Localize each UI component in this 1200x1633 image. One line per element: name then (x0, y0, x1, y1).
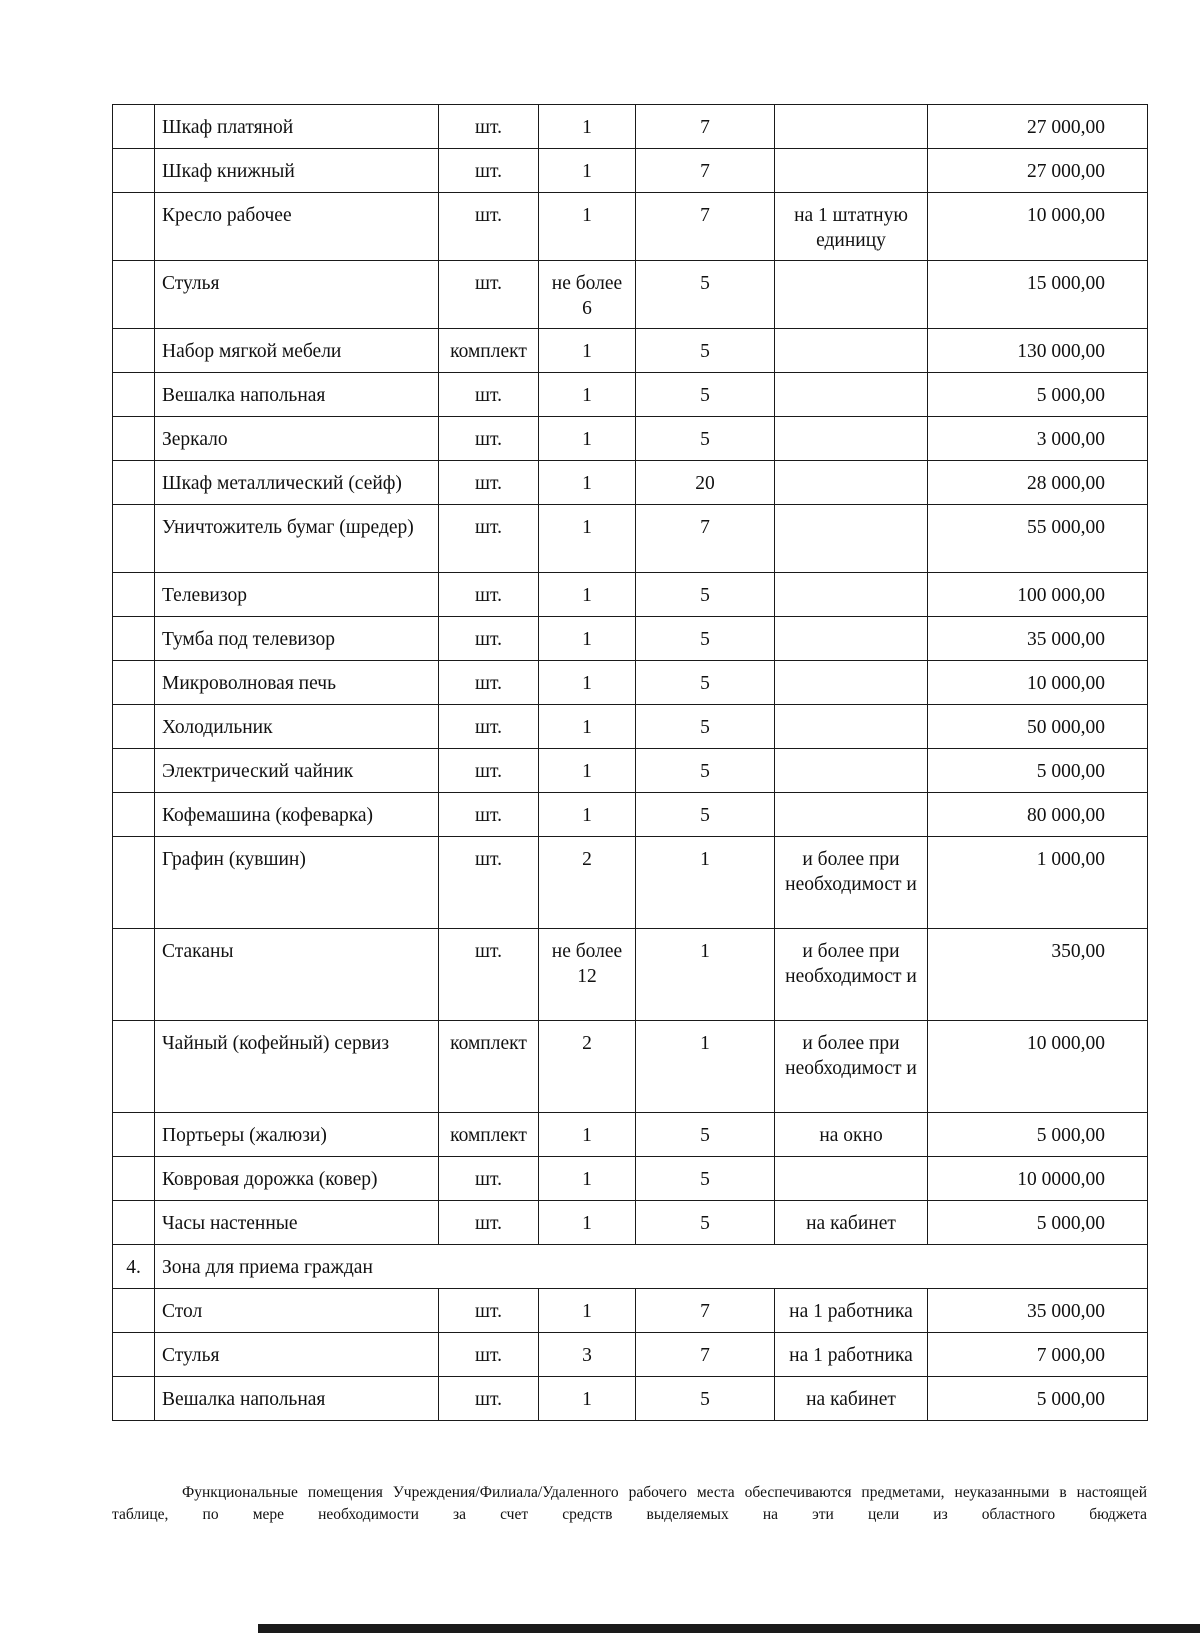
cell-note: и более при необходимост и (775, 837, 928, 929)
cell-item-name: Портьеры (жалюзи) (155, 1113, 439, 1157)
cell-item-name: Микроволновая печь (155, 661, 439, 705)
cell-note (775, 261, 928, 329)
cell-note (775, 373, 928, 417)
cell-unit: шт. (439, 149, 539, 193)
cell-number (113, 105, 155, 149)
cell-price: 15 000,00 (928, 261, 1148, 329)
cell-unit: шт. (439, 505, 539, 573)
cell-quantity: 1 (539, 417, 636, 461)
cell-item-name: Вешалка напольная (155, 1377, 439, 1421)
table-row (113, 837, 1148, 929)
cell-price: 10 000,00 (928, 193, 1148, 261)
cell-quantity: 1 (539, 617, 636, 661)
cell-quantity: 1 (539, 149, 636, 193)
table-row (113, 573, 1148, 617)
cell-number (113, 573, 155, 617)
cell-note: и более при необходимост и (775, 1021, 928, 1113)
cell-unit: шт. (439, 793, 539, 837)
cell-price: 10 000,00 (928, 1021, 1148, 1113)
cell-quantity: 2 (539, 837, 636, 929)
table-row (113, 329, 1148, 373)
cell-note (775, 149, 928, 193)
table-row (113, 793, 1148, 837)
cell-price: 5 000,00 (928, 1201, 1148, 1245)
cell-service-life: 5 (636, 1377, 775, 1421)
cell-number (113, 1201, 155, 1245)
cell-price: 100 000,00 (928, 573, 1148, 617)
cell-number (113, 261, 155, 329)
cell-service-life: 5 (636, 1157, 775, 1201)
cell-quantity: 1 (539, 705, 636, 749)
cell-number: 4. (113, 1245, 155, 1289)
cell-number (113, 793, 155, 837)
cell-unit: шт. (439, 461, 539, 505)
cell-unit: комплект (439, 329, 539, 373)
cell-service-life: 7 (636, 505, 775, 573)
cell-service-life: 5 (636, 373, 775, 417)
cell-note: на 1 работника (775, 1289, 928, 1333)
cell-number (113, 149, 155, 193)
cell-number (113, 1021, 155, 1113)
cell-number (113, 749, 155, 793)
table-row (113, 149, 1148, 193)
cell-number (113, 505, 155, 573)
cell-price: 35 000,00 (928, 1289, 1148, 1333)
table-row (113, 1333, 1148, 1377)
cell-price: 80 000,00 (928, 793, 1148, 837)
cell-unit: шт. (439, 261, 539, 329)
cell-service-life: 5 (636, 793, 775, 837)
cell-number (113, 1333, 155, 1377)
cell-item-name: Тумба под телевизор (155, 617, 439, 661)
table-row (113, 1021, 1148, 1113)
cell-item-name: Стаканы (155, 929, 439, 1021)
cell-service-life: 5 (636, 1201, 775, 1245)
cell-service-life: 7 (636, 1333, 775, 1377)
cell-service-life: 1 (636, 1021, 775, 1113)
table-row (113, 749, 1148, 793)
cell-unit: шт. (439, 1201, 539, 1245)
scan-bottom-edge (258, 1624, 1200, 1633)
cell-item-name: Кресло рабочее (155, 193, 439, 261)
cell-quantity: 1 (539, 1157, 636, 1201)
cell-item-name: Шкаф платяной (155, 105, 439, 149)
cell-quantity: 2 (539, 1021, 636, 1113)
table-row (113, 1157, 1148, 1201)
cell-item-name: Вешалка напольная (155, 373, 439, 417)
cell-number (113, 417, 155, 461)
cell-price: 350,00 (928, 929, 1148, 1021)
cell-item-name: Уничтожитель бумаг (шредер) (155, 505, 439, 573)
cell-service-life: 5 (636, 261, 775, 329)
table-row (113, 261, 1148, 329)
cell-price: 5 000,00 (928, 749, 1148, 793)
cell-number (113, 1289, 155, 1333)
cell-unit: шт. (439, 749, 539, 793)
cell-price: 1 000,00 (928, 837, 1148, 929)
table-row (113, 193, 1148, 261)
cell-item-name: Холодильник (155, 705, 439, 749)
table-row (113, 105, 1148, 149)
table-row (113, 1377, 1148, 1421)
cell-price: 50 000,00 (928, 705, 1148, 749)
cell-unit: комплект (439, 1113, 539, 1157)
cell-number (113, 1157, 155, 1201)
cell-unit: шт. (439, 1377, 539, 1421)
cell-item-name: Стулья (155, 261, 439, 329)
cell-unit: шт. (439, 193, 539, 261)
cell-price: 28 000,00 (928, 461, 1148, 505)
cell-quantity: 1 (539, 193, 636, 261)
cell-service-life: 5 (636, 705, 775, 749)
cell-quantity: 1 (539, 1377, 636, 1421)
cell-number (113, 461, 155, 505)
cell-number (113, 1377, 155, 1421)
table-row (113, 373, 1148, 417)
cell-number (113, 837, 155, 929)
cell-note (775, 573, 928, 617)
cell-price: 130 000,00 (928, 329, 1148, 373)
cell-unit: шт. (439, 373, 539, 417)
cell-quantity: 1 (539, 505, 636, 573)
cell-note (775, 417, 928, 461)
cell-price: 5 000,00 (928, 373, 1148, 417)
cell-quantity: 1 (539, 793, 636, 837)
cell-unit: шт. (439, 1333, 539, 1377)
cell-item-name: Ковровая дорожка (ковер) (155, 1157, 439, 1201)
cell-item-name: Часы настенные (155, 1201, 439, 1245)
table-row (113, 617, 1148, 661)
cell-price: 5 000,00 (928, 1113, 1148, 1157)
cell-unit: шт. (439, 1157, 539, 1201)
cell-unit: шт. (439, 617, 539, 661)
table-row (113, 929, 1148, 1021)
cell-quantity: 1 (539, 661, 636, 705)
cell-unit: шт. (439, 1289, 539, 1333)
cell-note: на окно (775, 1113, 928, 1157)
cell-item-name: Стулья (155, 1333, 439, 1377)
table-row (113, 661, 1148, 705)
cell-note (775, 749, 928, 793)
cell-number (113, 329, 155, 373)
cell-item-name: Набор мягкой мебели (155, 329, 439, 373)
cell-price: 5 000,00 (928, 1377, 1148, 1421)
cell-number (113, 617, 155, 661)
cell-number (113, 193, 155, 261)
cell-service-life: 5 (636, 329, 775, 373)
cell-note (775, 705, 928, 749)
cell-note: на 1 штатную единицу (775, 193, 928, 261)
section-row (113, 1245, 1148, 1289)
cell-number (113, 705, 155, 749)
table-row (113, 1113, 1148, 1157)
cell-quantity: 3 (539, 1333, 636, 1377)
cell-service-life: 5 (636, 661, 775, 705)
cell-quantity: 1 (539, 749, 636, 793)
furnishing-table (112, 104, 1148, 1421)
table-row (113, 461, 1148, 505)
cell-item-name: Графин (кувшин) (155, 837, 439, 929)
cell-quantity: 1 (539, 1113, 636, 1157)
table-row (113, 417, 1148, 461)
cell-service-life: 5 (636, 1113, 775, 1157)
cell-note (775, 329, 928, 373)
cell-quantity: 1 (539, 461, 636, 505)
cell-price: 27 000,00 (928, 105, 1148, 149)
cell-service-life: 5 (636, 573, 775, 617)
cell-item-name: Стол (155, 1289, 439, 1333)
cell-service-life: 7 (636, 1289, 775, 1333)
cell-note (775, 461, 928, 505)
table-row (113, 1289, 1148, 1333)
cell-unit: шт. (439, 705, 539, 749)
table-row (113, 705, 1148, 749)
cell-service-life: 5 (636, 617, 775, 661)
cell-unit: комплект (439, 1021, 539, 1113)
cell-item-name: Кофемашина (кофеварка) (155, 793, 439, 837)
cell-note (775, 505, 928, 573)
cell-price: 3 000,00 (928, 417, 1148, 461)
cell-service-life: 7 (636, 149, 775, 193)
cell-item-name: Электрический чайник (155, 749, 439, 793)
cell-note (775, 661, 928, 705)
cell-price: 10 000,00 (928, 661, 1148, 705)
cell-number (113, 661, 155, 705)
cell-quantity: 1 (539, 105, 636, 149)
cell-note: на 1 работника (775, 1333, 928, 1377)
cell-note (775, 1157, 928, 1201)
cell-price: 10 0000,00 (928, 1157, 1148, 1201)
cell-quantity: 1 (539, 373, 636, 417)
cell-number (113, 929, 155, 1021)
cell-item-name: Шкаф книжный (155, 149, 439, 193)
cell-service-life: 5 (636, 417, 775, 461)
cell-price: 35 000,00 (928, 617, 1148, 661)
cell-quantity: не более 6 (539, 261, 636, 329)
cell-quantity: 1 (539, 573, 636, 617)
cell-note: и более при необходимост и (775, 929, 928, 1021)
section-title: Зона для приема граждан (155, 1245, 1148, 1289)
cell-price: 55 000,00 (928, 505, 1148, 573)
cell-note: на кабинет (775, 1377, 928, 1421)
cell-number (113, 1113, 155, 1157)
cell-quantity: 1 (539, 1201, 636, 1245)
cell-service-life: 20 (636, 461, 775, 505)
cell-service-life: 1 (636, 837, 775, 929)
cell-quantity: 1 (539, 1289, 636, 1333)
cell-price: 7 000,00 (928, 1333, 1148, 1377)
table-body (113, 105, 1148, 1421)
cell-unit: шт. (439, 929, 539, 1021)
cell-quantity: 1 (539, 329, 636, 373)
cell-note (775, 105, 928, 149)
cell-note: на кабинет (775, 1201, 928, 1245)
cell-quantity: не более 12 (539, 929, 636, 1021)
cell-item-name: Чайный (кофейный) сервиз (155, 1021, 439, 1113)
table-row (113, 1201, 1148, 1245)
cell-price: 27 000,00 (928, 149, 1148, 193)
cell-unit: шт. (439, 573, 539, 617)
cell-item-name: Телевизор (155, 573, 439, 617)
cell-unit: шт. (439, 105, 539, 149)
cell-note (775, 793, 928, 837)
cell-number (113, 373, 155, 417)
footnote: Функциональные помещения Учреждения/Филиала/Удаленного рабочего места обеспечиваются предметами, неуказанными в настоящей таблице, по мере необходимости за счет средств выделяемых на эти цели из областного бюджета (112, 1484, 1147, 1523)
cell-service-life: 1 (636, 929, 775, 1021)
cell-unit: шт. (439, 837, 539, 929)
cell-service-life: 5 (636, 749, 775, 793)
cell-item-name: Зеркало (155, 417, 439, 461)
cell-service-life: 7 (636, 193, 775, 261)
cell-note (775, 617, 928, 661)
cell-service-life: 7 (636, 105, 775, 149)
cell-unit: шт. (439, 417, 539, 461)
cell-unit: шт. (439, 661, 539, 705)
cell-item-name: Шкаф металлический (сейф) (155, 461, 439, 505)
table-row (113, 505, 1148, 573)
